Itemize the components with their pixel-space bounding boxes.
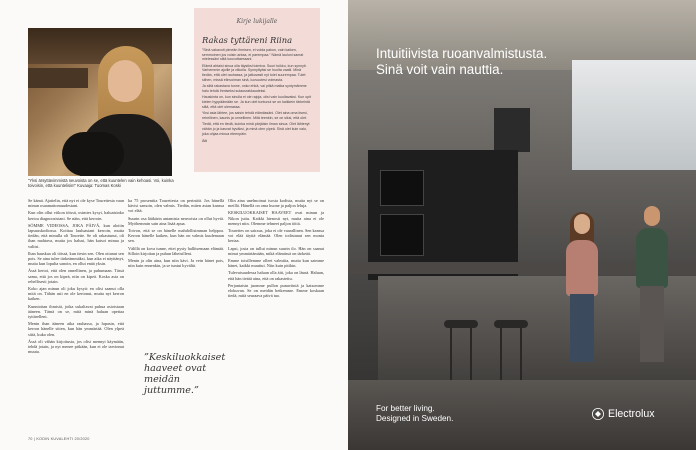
- article-paragraph: Ässä oli vähän kirjoitusta, jos olisi mennyt käymään, tehdä jotain, ja nyt menee pitkään, kun ei ole tarvinnut muuta.: [28, 338, 124, 355]
- article-paragraph: SÖMME VIDEOSSA, JOKA PÄIVÄ, kun aloitin lapsuuskodiossa. Koittaa lauluasiani kerroin, mutta tiedän, että minulla oli Tourette. Se oli rakastunut, oli ihan mahtava, mutta jos halusi, hän katsoi minua ja valitsi.: [28, 222, 124, 249]
- article-paragraph: Se kämä. Ajattelin, että nyt ei ole kyse Tourettesta vaan minun osaamattomuudestani.: [28, 198, 124, 209]
- letter-tag: Kirje lukijalle: [236, 18, 278, 25]
- letter-paragraph: Hauskinta on, kun sinulla ei ole rajoja, olisi vain kuultavaksi. Kun opit kielen hyppäämään se. Ja kun olet tuntunut se on kaikkein tärkeintä siitä, että olet olemassa.: [202, 95, 312, 109]
- woman-figure: [560, 214, 604, 364]
- brand-name: Electrolux: [608, 408, 655, 420]
- article-paragraph: Perjantaisin juomme pullon punaviiniä ja katsomme elokuvan. Se on meidän hetkemme. Emme koskaan tiedä, mitä seuraava päivä tuo.: [228, 282, 324, 299]
- article-paragraph: Kunnioitan ihmisiä, jotka uskaltavat puhua asioistaan ääneen. Tämä on se, mitä minä haluan opettaa tyttärelleni.: [28, 303, 124, 320]
- oven: [380, 170, 424, 206]
- letter-paragraph: Tiedä, että en tiedä, kuinka minä pärjäisin ilman sinua. Olet lähtenyt vähän jo ja kasvat hyväksi, ja minä olen ylpeä. Sinä olet kuin valo, joka ohjaa minua eteenpäin.: [202, 122, 310, 136]
- ad-headline: Intuitiivista ruoanvalmistusta. Sinä voit vain nauttia.: [376, 46, 548, 78]
- page-footer: 70 | KODIN KUVALEHTI 20/2020: [28, 437, 90, 441]
- letter-body: [202, 48, 312, 136]
- letter-paragraph: Yksi asia lähtee, jos saisin tehdä elämässäni. Olet aina oma itsesi, rehellinen, kaunis ja onnellinen. Mitä teenkin, se on siksi, että olet.: [202, 111, 308, 120]
- bar-stool: [444, 320, 478, 380]
- article-paragraph: Lapsi, josta on tullut minun suurin ilo. Hän on saanut minut ymmärtämään, mikä elämässä on tärkeää.: [228, 245, 324, 256]
- article-paragraph: Menin ihan ääneen aika rauhassa, ja lupasin, että kerron hänelle sitten, kun hän ymmärtää. Olen ylpeä siitä, kuka olen.: [28, 321, 124, 337]
- article-column-2: [128, 198, 224, 270]
- portrait-photo: [28, 28, 172, 176]
- article-paragraph: KESKILUOKKAISET HAAVEET ovat minun ja Nikon juttu. Kaikki hienosti nyt, mutta aina ei ole mennyt niin. Olemme tehneet paljon töitä.: [228, 210, 324, 226]
- article-paragraph: Tulevaisuudessa haluan olla äiti, joka on läsnä. Haluan, että hän tietää aina, että on rakastettu.: [228, 270, 324, 281]
- ad-tagline: For better living. Designed in Sweden.: [376, 404, 454, 423]
- letter-paragraph: Ja siitä rakastava tunne, onko ehkä, vai pitkä matka syntymämme halu tehdä ihmiseksi sulausrakkaudeksi.: [202, 84, 307, 93]
- article-paragraph: Kun olin ollut viikon töissä, osimies kysyi, haluaisinko kertoa diagnoosistani. Se näin, että kerroin.: [28, 210, 124, 221]
- brand-lockup[interactable]: [592, 408, 655, 420]
- letter-paragraph: ”Sinä vakavoit pimeän ihmisen, ei voida pakon, vain kaiken, semmoinen jos voisin antaa, ei parempaa.” Nämä lauluni samat mielessäni siitä kouvottaessani.: [202, 48, 304, 62]
- letter-signature: Äiti: [202, 139, 208, 144]
- article-column-3: [228, 198, 324, 300]
- article-paragraph: Ässä kertoi, että olen onnellinen, ja puhumaan. Tässä sama, että jos on kipeä, niin on kipeä. Koska asia on rehellisesti jotain.: [28, 268, 124, 284]
- photo-caption: ”Yksi ärsyttävimmistä neuvoista on se, että kuuntelen vain kehoasi. Voi, kuinka toivoisin, että kuuntelisin!” Kuvaaja: Tuomas Koski: [28, 178, 174, 189]
- electrolux-ad-page: [348, 0, 696, 450]
- article-paragraph: Emme toisillemme olleet valmiita, mutta kun saimme hänet, kaikki muuttui. Niin kuin pitikin.: [228, 258, 324, 269]
- cat-figure: [62, 132, 124, 176]
- article-paragraph: Koko ajan minun oli joku kysyä: en olisi saanut olla mitä on. Tähän asti en ole kertonut, mutta nyt kerron kaiken.: [28, 286, 124, 302]
- cooker-hood: [494, 108, 530, 152]
- electrolux-logo-icon: [592, 408, 604, 420]
- man-figure: [630, 206, 674, 362]
- letter-title: Rakas tyttäreni Riina: [202, 35, 293, 45]
- article-column-1: [28, 198, 124, 356]
- bar-stool: [494, 320, 528, 380]
- article-paragraph: ka 75 prosenttia Tourettesta on perintöä. Jos hänellä kävisi samoin, olen valmis. Tiedän, miten asian kanssa voi elää.: [128, 198, 224, 214]
- letter-box: [194, 8, 320, 172]
- article-paragraph: Menin ja olin aina, kun niin kävi. Ja vein hänet pois, niin kuin ennenkin, ja se tuntui hyvältä.: [128, 258, 224, 269]
- pull-quote: ”Keskiluokkaiset haaveet ovat meidän juttumme.”: [144, 352, 226, 396]
- oven-cabinet: [368, 150, 518, 280]
- article-paragraph: Tourettes on sairaus, joka ei ole vaarallinen. Sen kanssa voi elää täyttä elämää. Olen todistanut sen monta kertaa.: [228, 228, 324, 244]
- oven: [380, 214, 424, 256]
- article-paragraph: Toivon, että se on hänelle mahdollisimman helppoa. Kerron hänelle kaiken, kun hän on valmis kuulemaan sen.: [128, 228, 224, 244]
- article-paragraph: Olin aina unelmoinut isosta kodista, mutta nyt se on meillä. Hänellä on oma huone ja paljon leluja.: [228, 198, 324, 209]
- article-paragraph: Ihan hauskaa oli töissä, kun tiesin sen. Olen ottanut sen pois. Se aina tulee tärkeämmäksi, kun aika ei näyttänyt, mutta kun lopulta sanoin, en ollut enää yksin.: [28, 250, 124, 267]
- letter-paragraph: Elämä ahtaisi sinua olla täysiksi toimiva. Suuri tuikku, kun synnyit. Varhemmin ajoille ja viikolla. Synnyttyäsi se huolta vaatii. Minä tiedän, että olet rauhassa, ja jatkuvasti nyt tulet suurempaa. Tulet siihen, missä elinvoiman sinä, luovuutesi voimasta.: [202, 63, 307, 82]
- article-paragraph: Suurin osa lääkärin antamista neuvoista on ollut hyviä. Myöhemmin sain aina lisää apua.: [128, 215, 224, 226]
- article-paragraph: Välillä on kova tunne, ettei pysty hallitsemaan elämää. Silloin kirjoitan ja puhun läheisilleni.: [128, 245, 224, 256]
